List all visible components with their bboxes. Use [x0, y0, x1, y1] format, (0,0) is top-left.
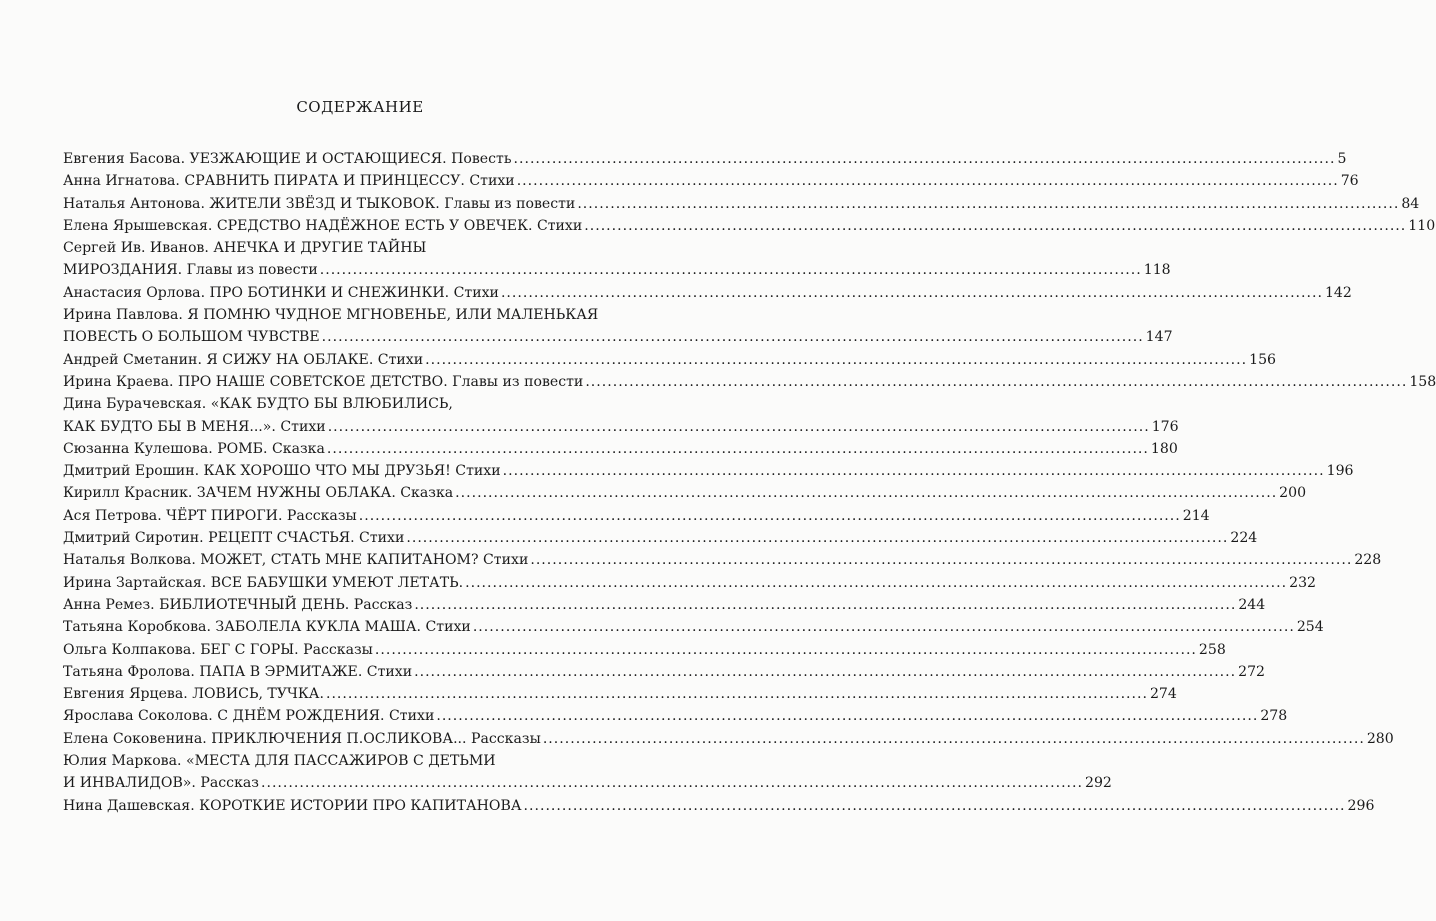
entry-page-number: 147: [1145, 329, 1173, 346]
toc-entry-text: [63, 750, 496, 772]
toc-entry-line: [63, 527, 1258, 549]
entry-title: ВСЕ БАБУШКИ УМЕЮТ ЛЕТАТЬ.: [210, 574, 464, 591]
toc-entry-line: [63, 505, 1210, 527]
toc-entry-line: [63, 349, 1277, 371]
entry-title: ПАПА В ЭРМИТАЖЕ.: [199, 663, 363, 680]
entry-title: КАК БУДТО БЫ В МЕНЯ...».: [63, 418, 276, 435]
entry-author: Наталья Волкова.: [63, 552, 201, 569]
entry-page-number: 272: [1238, 663, 1266, 680]
entry-page-number: 296: [1347, 797, 1375, 814]
entry-author: Дмитрий Сиротин.: [63, 530, 209, 547]
entry-title: ЗАБОЛЕЛА КУКЛА МАША.: [215, 619, 422, 636]
toc-entry-text: [63, 772, 259, 794]
entry-page-number: 258: [1198, 641, 1226, 658]
leader-dots: [436, 705, 1258, 727]
toc-entry-text: [63, 349, 423, 371]
entry-genre: Стихи: [449, 284, 499, 301]
toc-entry-line: [63, 148, 1347, 170]
entry-page-number: 254: [1296, 619, 1324, 636]
entry-genre: Рассказ: [195, 775, 259, 792]
leader-dots: [524, 795, 1346, 817]
toc-entry-text: [63, 661, 412, 683]
entry-title: ПРИКЛЮЧЕНИЯ П.ОСЛИКОВА...: [211, 730, 467, 747]
entry-title: СРАВНИТЬ ПИРАТА И ПРИНЦЕССУ.: [184, 173, 465, 190]
entry-title: С ДНЁМ РОЖДЕНИЯ.: [217, 708, 385, 725]
toc-entry-line: [63, 795, 1375, 817]
leader-dots: [455, 482, 1277, 504]
leader-dots: [530, 549, 1352, 571]
entry-title: И ИНВАЛИДОВ».: [63, 775, 196, 792]
leader-dots: [501, 282, 1323, 304]
entry-page-number: 142: [1324, 284, 1352, 301]
entry-page-number: 5: [1337, 151, 1347, 167]
entry-author: Ирина Зартайская.: [63, 574, 211, 591]
entry-title: МИРОЗДАНИЯ.: [63, 262, 183, 279]
entry-genre: Главы из повести: [439, 195, 576, 212]
entry-author: Юлия Маркова.: [63, 753, 186, 770]
toc-entry-line: [63, 549, 1382, 571]
leader-dots: [585, 371, 1407, 393]
entry-author: Евгения Ярцева.: [63, 686, 193, 703]
entry-author: Ирина Краева.: [63, 373, 178, 390]
toc-entry-text: [63, 259, 318, 281]
toc-entry-line: [63, 215, 1436, 237]
leader-dots: [543, 728, 1365, 750]
leader-dots: [328, 416, 1150, 438]
toc-entry-text: [63, 371, 583, 393]
toc-entry-text: [63, 616, 471, 638]
entry-author: Сюзанна Кулешова.: [63, 440, 218, 457]
entry-title: ЗАЧЕМ НУЖНЫ ОБЛАКА.: [196, 485, 396, 502]
toc-entry-text: [63, 572, 463, 594]
toc-entry-line: [63, 728, 1394, 750]
toc-entry-line: [63, 438, 1178, 460]
toc-entry-line: [63, 750, 611, 772]
entry-author: Ярослава Соколова.: [63, 708, 218, 725]
toc-entry-text: [63, 148, 512, 170]
toc-entry-text: [63, 795, 522, 817]
entry-genre: Стихи: [478, 552, 529, 569]
toc-entry-line: [63, 304, 611, 326]
entry-genre: Стихи: [373, 351, 424, 368]
entry-title: ПРО НАШЕ СОВЕТСКОЕ ДЕТСТВО.: [177, 373, 448, 390]
toc-entry-line: [63, 772, 1112, 794]
entry-page-number: 292: [1084, 775, 1112, 792]
entry-genre: Рассказы: [282, 507, 357, 524]
leader-dots: [514, 148, 1336, 170]
entry-page-number: 224: [1230, 530, 1258, 547]
entry-title: «КАК БУДТО БЫ ВЛЮБИЛИСЬ,: [210, 396, 453, 413]
toc-entry-line: [63, 193, 1420, 215]
entry-author: Татьяна Коробкова.: [63, 619, 216, 636]
toc-entry-text: [63, 438, 325, 460]
toc-entry-text: [63, 505, 357, 527]
toc-entry-text: [63, 215, 582, 237]
entry-author: Анна Ремез.: [63, 596, 160, 613]
entry-page-number: 196: [1326, 463, 1354, 480]
leader-dots: [326, 683, 1148, 705]
entry-author: Сергей Ив. Иванов.: [63, 240, 214, 257]
entry-page-number: 214: [1182, 507, 1210, 524]
entry-title: Я ПОМНЮ ЧУДНОЕ МГНОВЕНЬЕ, ИЛИ МАЛЕНЬКАЯ: [187, 307, 599, 324]
entry-title: БИБЛИОТЕЧНЫЙ ДЕНЬ.: [159, 596, 350, 613]
entry-title: РЕЦЕПТ СЧАСТЬЯ.: [208, 530, 355, 547]
leader-dots: [414, 594, 1236, 616]
toc-entry-text: [63, 683, 324, 705]
entry-page-number: 76: [1340, 173, 1359, 190]
leader-dots: [473, 616, 1295, 638]
entry-author: Дмитрий Ерошин.: [63, 463, 204, 480]
entry-title: ПОВЕСТЬ О БОЛЬШОМ ЧУВСТВЕ: [63, 329, 320, 346]
entry-genre: Стихи: [450, 463, 501, 480]
toc-entry-line: [63, 460, 1354, 482]
toc-entry-text: [63, 170, 515, 192]
entry-page-number: 232: [1289, 574, 1317, 591]
entry-author: Нина Дашевская.: [63, 797, 200, 814]
leader-dots: [503, 460, 1325, 482]
entry-title: ЧЁРТ ПИРОГИ.: [166, 507, 283, 524]
entry-author: Андрей Сметанин.: [63, 351, 207, 368]
entry-genre: Стихи: [362, 663, 413, 680]
toc-entry-text: [63, 237, 426, 259]
entry-genre: Стихи: [464, 173, 515, 190]
entry-genre: Главы из повести: [447, 373, 584, 390]
entry-genre: Повесть: [446, 151, 512, 167]
toc-entry-line: [63, 416, 1179, 438]
entry-genre: Стихи: [532, 217, 583, 234]
entry-title: Я СИЖУ НА ОБЛАКЕ.: [206, 351, 374, 368]
page-title: СОДЕРЖАНИЕ: [296, 98, 424, 116]
toc-entry-text: [63, 326, 320, 348]
leader-dots: [584, 215, 1406, 237]
toc-entry-line: [63, 616, 1324, 638]
entry-author: Наталья Антонова.: [63, 195, 210, 212]
toc-entry-text: [63, 193, 575, 215]
entry-author: Ася Петрова.: [63, 507, 167, 524]
toc-entry-text: [63, 549, 528, 571]
toc-entry-text: [63, 282, 499, 304]
entry-title: ПРО БОТИНКИ И СНЕЖИНКИ.: [209, 284, 450, 301]
entry-page-number: 280: [1366, 730, 1394, 747]
entry-title: БЕГ С ГОРЫ.: [200, 641, 299, 658]
leader-dots: [577, 193, 1399, 215]
toc-entry-text: [63, 728, 541, 750]
entry-title: СРЕДСТВО НАДЁЖНОЕ ЕСТЬ У ОВЕЧЕК.: [216, 217, 533, 234]
toc-entry-line: [63, 371, 1436, 393]
entry-title: «МЕСТА ДЛЯ ПАССАЖИРОВ С ДЕТЬМИ: [185, 753, 496, 770]
entry-page-number: 118: [1143, 262, 1171, 279]
entry-author: Елена Ярышевская.: [63, 217, 217, 234]
toc-entry-text: [63, 639, 373, 661]
entry-author: Ирина Павлова.: [63, 307, 188, 324]
toc-entry-text: [63, 304, 598, 326]
toc-entry-line: [63, 661, 1266, 683]
toc-entry-text: [63, 416, 326, 438]
toc-entry-text: [63, 594, 412, 616]
leader-dots: [322, 326, 1144, 348]
toc-entry-text: [63, 393, 453, 415]
leader-dots: [517, 170, 1339, 192]
leader-dots: [320, 259, 1142, 281]
toc-entry-line: [63, 237, 611, 259]
entry-title: ЖИТЕЛИ ЗВЁЗД И ТЫКОВОК.: [209, 195, 440, 212]
entry-title: РОМБ.: [217, 440, 268, 457]
entry-title: УЕЗЖАЮЩИЕ И ОСТАЮЩИЕСЯ.: [189, 151, 447, 167]
entry-genre: Сказка: [267, 440, 325, 457]
toc-entry-line: [63, 170, 1359, 192]
entry-page-number: 158: [1409, 373, 1436, 390]
leader-dots: [261, 772, 1083, 794]
entry-page-number: 110: [1408, 217, 1436, 234]
entry-page-number: 180: [1150, 440, 1178, 457]
entry-title: МОЖЕТ, СТАТЬ МНЕ КАПИТАНОМ?: [200, 552, 479, 569]
leader-dots: [425, 349, 1247, 371]
entry-page-number: 84: [1401, 195, 1420, 212]
entry-page-number: 228: [1354, 552, 1382, 569]
entry-author: Анна Игнатова.: [63, 173, 185, 190]
entry-author: Евгения Басова.: [63, 151, 190, 167]
toc-entry-line: [63, 259, 1171, 281]
toc-entry-line: [63, 594, 1266, 616]
toc-entry-line: [63, 705, 1288, 727]
entry-page-number: 156: [1249, 351, 1277, 368]
entry-page-number: 176: [1151, 418, 1179, 435]
entry-genre: Главы из повести: [182, 262, 318, 279]
entry-page-number: 274: [1149, 686, 1177, 703]
entry-genre: Стихи: [275, 418, 326, 435]
entry-author: Анастасия Орлова.: [63, 284, 210, 301]
entry-genre: Стихи: [421, 619, 471, 636]
toc-entry-text: [63, 460, 501, 482]
toc-entry-text: [63, 527, 404, 549]
entry-page-number: 244: [1238, 596, 1266, 613]
toc-entry-line: [63, 572, 1317, 594]
toc-entry-line: [63, 326, 1173, 348]
leader-dots: [406, 527, 1228, 549]
entry-author: Ольга Колпакова.: [63, 641, 201, 658]
leader-dots: [375, 639, 1197, 661]
entry-title: КОРОТКИЕ ИСТОРИИ ПРО КАПИТАНОВА: [199, 797, 522, 814]
leader-dots: [465, 572, 1287, 594]
table-of-contents: [63, 148, 1436, 817]
entry-genre: Рассказ: [349, 596, 413, 613]
entry-title: ЛОВИСЬ, ТУЧКА.: [192, 686, 324, 703]
entry-title: АНЕЧКА И ДРУГИЕ ТАЙНЫ: [213, 240, 427, 257]
toc-entry-line: [63, 482, 1307, 504]
entry-page-number: 278: [1260, 708, 1288, 725]
entry-page-number: 200: [1279, 485, 1307, 502]
toc-entry-text: [63, 705, 434, 727]
entry-author: Кирилл Красник.: [63, 485, 197, 502]
toc-entry-line: [63, 393, 611, 415]
entry-genre: Стихи: [384, 708, 435, 725]
toc-entry-text: [63, 482, 453, 504]
leader-dots: [414, 661, 1236, 683]
entry-genre: Рассказы: [466, 730, 541, 747]
entry-genre: Стихи: [354, 530, 405, 547]
leader-dots: [327, 438, 1149, 460]
entry-author: Татьяна Фролова.: [63, 663, 200, 680]
entry-genre: Сказка: [395, 485, 454, 502]
entry-author: Дина Бурачевская.: [63, 396, 211, 413]
entry-genre: Рассказы: [298, 641, 373, 658]
toc-entry-line: [63, 683, 1177, 705]
entry-title: КАК ХОРОШО ЧТО МЫ ДРУЗЬЯ!: [203, 463, 451, 480]
toc-entry-line: [63, 639, 1226, 661]
leader-dots: [359, 505, 1181, 527]
toc-entry-line: [63, 282, 1352, 304]
entry-author: Елена Соковенина.: [63, 730, 212, 747]
